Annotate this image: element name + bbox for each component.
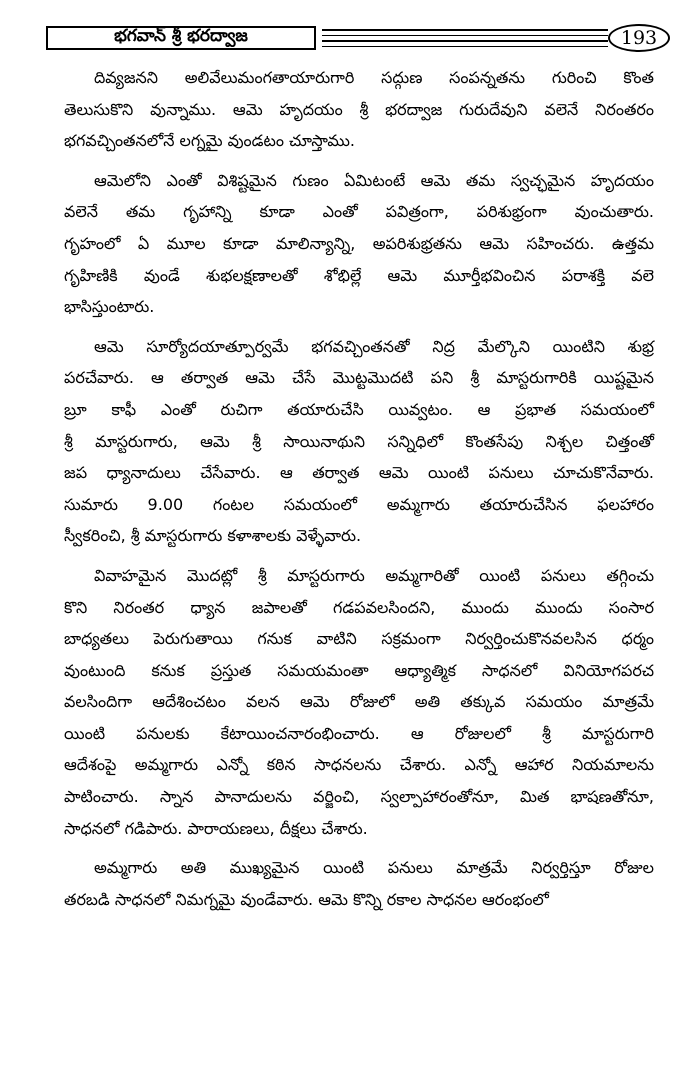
text-line: వలెనే తమ గృహాన్ని కూడా ఎంతో పవిత్రంగా, పరిశుభ్రంగా వుంచుతారు.	[64, 202, 654, 222]
paragraph	[64, 331, 654, 552]
text-line: వుంటుంది కనుక ప్రస్తుత సమయమంతా ఆధ్యాత్మిక సాధనలో వినియోగపరచ	[64, 660, 654, 680]
text-line: శ్రీ మాస్టరుగారు, ఆమె శ్రీ సాయినాథుని సన్నిధిలో కొంతసేపు నిశ్చల చిత్తంతో	[64, 431, 654, 451]
text-line: సాధనలో గడిపారు. పారాయణలు, దీక్షలు చేశారు.	[64, 818, 368, 838]
text-line: దివ్యజనని అలివేలుమంగతాయారుగారి సద్గుణ సంపన్నతను గురించి కొంత	[94, 68, 654, 87]
rule-line	[322, 40, 608, 42]
paragraph	[64, 62, 654, 157]
text-line: యింటి పనులకు కేటాయించనారంభించారు. ఆ రోజులలో శ్రీ మాస్టరుగారి	[64, 723, 654, 743]
text-line: పరచేవారు. ఆ తర్వాత ఆమె చేసే మొట్టమొదటి పని శ్రీ మాస్టరుగారికి యిష్టమైన	[64, 368, 654, 388]
text-line: ఆమెలోని ఎంతో విశిష్టమైన గుణం ఏమిటంటే ఆమె తమ స్వచ్ఛమైన హృదయం	[94, 170, 654, 190]
rule-line	[322, 35, 608, 37]
text-line: కొని నిరంతర ధ్యాన జపాలతో గడపవలసిందని, ముందు ముందు సంసార	[64, 597, 654, 617]
text-line: ఆదేశంపై అమ్మగారు ఎన్నో కఠిన సాధనలను చేశారు. ఎన్నో ఆహార నియమాలను	[64, 755, 654, 775]
paragraph	[64, 560, 654, 844]
text-line: ఆమె సూర్యోదయాత్పూర్వమే భగవచ్చింతనతో నిద్ర మేల్కొని యింటిని శుభ్ర	[94, 336, 654, 356]
text-line: భగవచ్చింతనలోనే లగ్నమై వుండటం చూస్తాము.	[64, 131, 355, 151]
paragraph	[64, 852, 654, 915]
page-body	[64, 62, 654, 923]
text-line: అమ్మగారు అతి ముఖ్యమైన యింటి పనులు మాత్రమే నిర్వర్తిస్తూ రోజుల	[94, 858, 654, 878]
text-line: పాటించారు. స్నాన పానాదులను వర్జించి, స్వల్పాహారంతోనూ, మిత భాషణతోనూ,	[64, 787, 654, 807]
text-line: జప ధ్యానాదులు చేసేవారు. ఆ తర్వాత ఆమె యింటి పనులు చూచుకొనేవారు.	[64, 463, 654, 483]
rule-line	[322, 46, 608, 48]
page-number: 193	[608, 24, 670, 52]
text-line: తరబడి సాధనలో నిమగ్నమై వుండేవారు. ఆమె కొన్ని రకాల సాధనల ఆరంభంలో	[64, 889, 549, 909]
text-line: బాధ్యతలు పెరుగుతాయి గనుక వాటిని సక్రమంగా నిర్వర్తించుకొనవలసిన ధర్మం	[64, 629, 654, 649]
text-line: తెలుసుకొని వున్నాము. ఆమె హృదయం శ్రీ భరద్వాజ గురుదేవుని వలెనే నిరంతరం	[64, 99, 654, 119]
text-line: గృహంలో ఏ మూల కూడా మాలిన్యాన్ని, అపరిశుభ్రతను ఆమె సహించరు. ఉత్తమ	[64, 233, 654, 253]
text-line: వలసిందిగా ఆదేశించటం వలన ఆమె రోజులో అతి తక్కువ సమయం మాత్రమే	[64, 692, 654, 712]
text-line: సుమారు 9.00 గంటల సమయంలో అమ్మగారు తయారుచేసిన ఫలహారం	[64, 494, 654, 514]
rule-line	[322, 29, 608, 31]
text-line: బ్రూ కాఫీ ఎంతో రుచిగా తయారుచేసి యివ్వటం. ఆ ప్రభాత సమయంలో	[64, 399, 654, 419]
paragraph	[64, 165, 654, 323]
text-line: వివాహమైన మొదట్లో శ్రీ మాస్టరుగారు అమ్మగారితో యింటి పనులు తగ్గించు	[94, 565, 654, 585]
text-line: భాసిస్తుంటారు.	[64, 297, 155, 317]
header-title: భగవాన్ శ్రీ భరద్వాజ	[46, 26, 316, 50]
running-header	[46, 24, 658, 54]
text-line: స్వీకరించి, శ్రీ మాస్టరుగారు కళాశాలకు వెళ్ళేవారు.	[64, 526, 362, 546]
header-rules	[322, 29, 608, 47]
text-line: గృహిణికి వుండే శుభలక్షణాలతో శోభిల్లే ఆమె మూర్తీభవించిన పరాశక్తి వలె	[64, 265, 654, 285]
